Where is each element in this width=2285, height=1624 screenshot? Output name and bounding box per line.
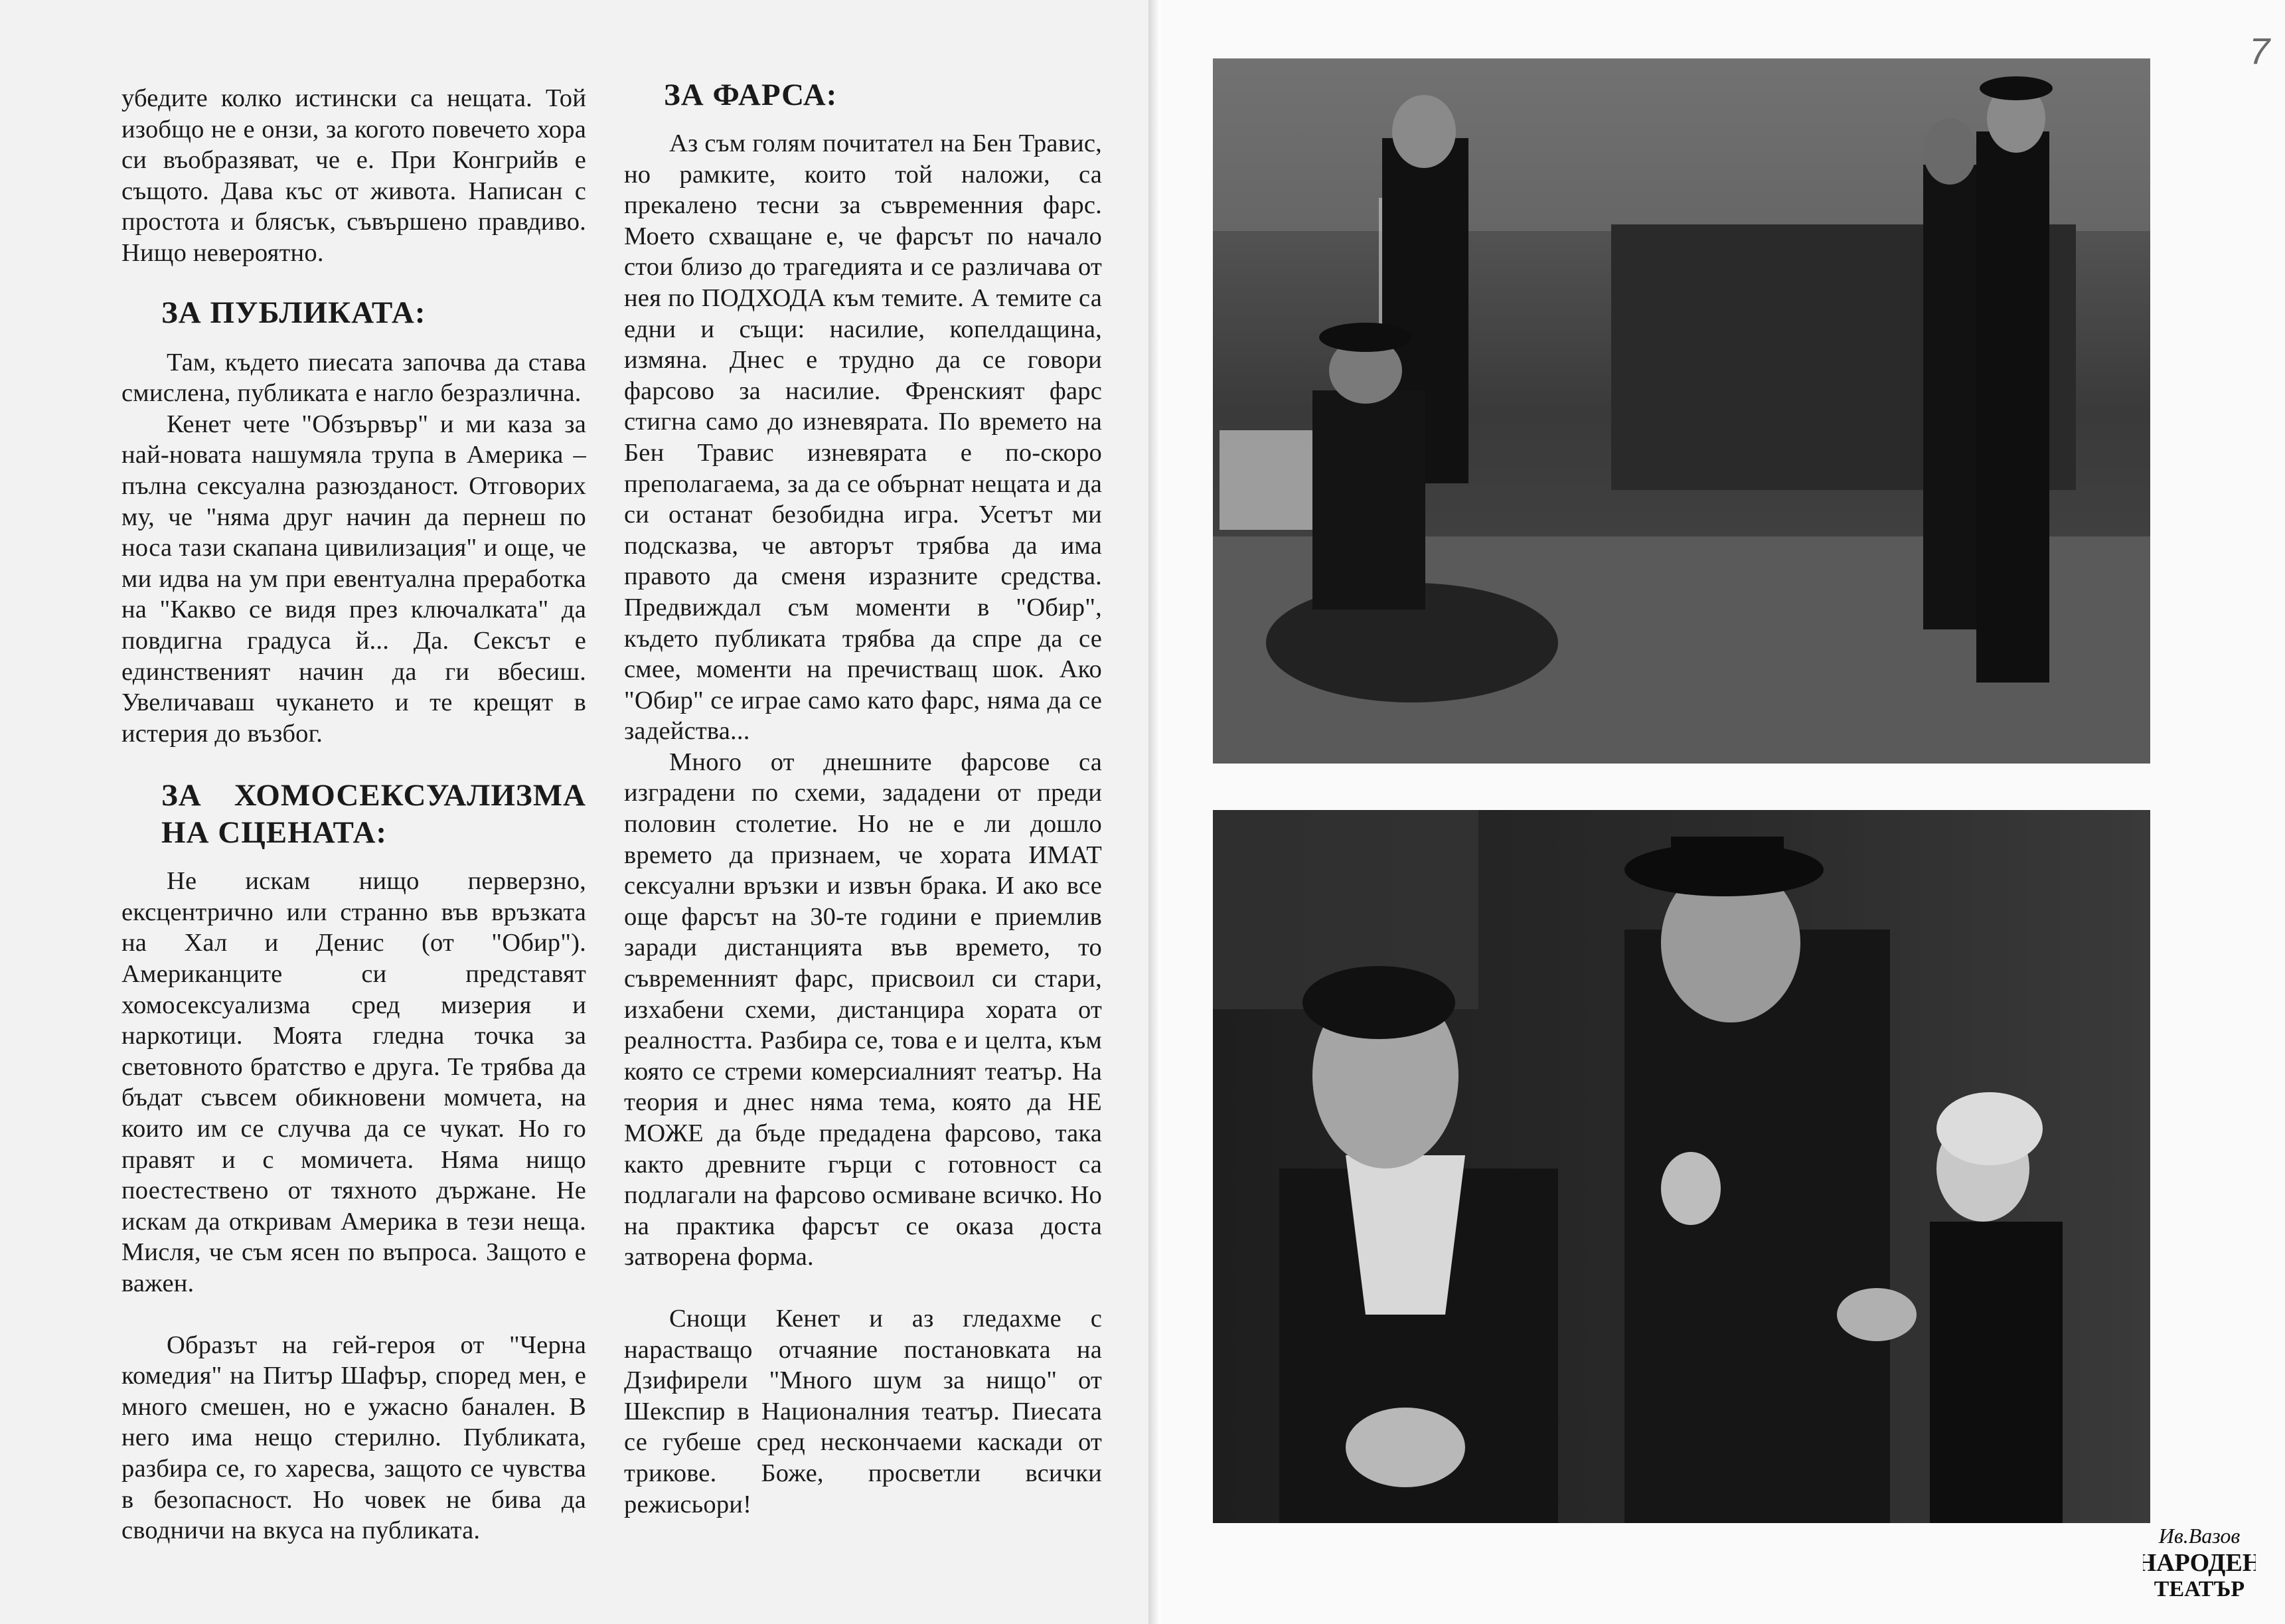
intro-paragraph: убедите колко истински са нещата. Той изобщо не е онзи, за когото повечето хора си въобразяват, че е. При Конгрийв е същото. Дава къс от живота. Написан с простота и блясък, съвършено правдиво. Нищо невероятно. — [121, 84, 586, 267]
text-column-left — [121, 83, 586, 1546]
svg-text:Ив.Вазов: Ив.Вазов — [2158, 1524, 2241, 1548]
heading-farce: ЗА ФАРСА: — [664, 78, 838, 112]
page-gutter — [1148, 0, 1160, 1624]
text-column-right — [624, 76, 1102, 1520]
farce-paragraph-1: Аз съм голям почитател на Бен Травис, но рамките, които той наложи, са прекалено тесни за съвременния фарс. Моето схващане е, че фарсът по начало стои близо до трагедията и се различава от нея по ПОДХОДА към темите. А темите са едни и същи: насилие, копелдащина, измяна. Днес е трудно да се говори фарсово за насилие. Френският фарс стигна само до изневярата. По времето на Бен Травис изневярата е по-скоро преполагаема, за да се обърнат нещата и да си останат безобидна игра. Усетът ми подсказва, че авторът трябва да има правото да сменя изразните средства. Предвиждал съм моменти в "Обир", където публиката трябва да спре да се смее, моменти на пречистващ шок. Ако "Обир" се играе само като фарс, няма да се задейства... — [624, 129, 1102, 746]
audience-paragraph-1: Там, където пиесата започва да става смислена, публиката е нагло безразлична. — [121, 348, 586, 408]
stage-photo-top — [1213, 58, 2150, 764]
svg-text:НАРОДЕН: НАРОДЕН — [2143, 1549, 2256, 1577]
homo-paragraph-2: Образът на гей-героя от "Черна комедия" на Питър Шафър, според мен, е много смешен, но е ужасно банален. В него има нещо стерилно. Публиката, разбира се, го харесва, защото се чувства в безопасност. Но човек не бива да сводничи на вкуса на публиката. — [121, 1331, 586, 1545]
heading-audience: ЗА ПУБЛИКАТА: — [161, 295, 426, 330]
national-theatre-logo — [2143, 1519, 2256, 1605]
svg-text:ТЕАТЪР: ТЕАТЪР — [2154, 1577, 2245, 1601]
homo-paragraph-1: Не искам нищо перверзно, ексцентрично или странно във връзката на Хал и Денис (от "Обир"). Американците си представят хомосексуализма сред мизерия и наркотици. Моята гледна точка за световното братство е друга. Те трябва да бъдат съвсем обикновени момчета, на които им се случва да се чукат. Но го правят и с момичета. Няма нищо поестествено от тяхното държане. Не искам да откривам Америка в тези неща. Мисля, че съм ясен по въпроса. Защото е важен. — [121, 867, 586, 1297]
audience-paragraph-2: Кенет чете "Обзървър" и ми каза за най-новата нашумяла трупа в Америка – пълна сексуална разюзданост. Отговорих му, че "няма друг начин да пернеш по носа тази скапана цивилизация" и още, че ми идва на ум при евентуална преработка на "Какво се видя през ключалката" да повдигна градуса й... Да. Сексът е единственият начин да ги вбесиш. Увеличаваш чукането и те крещят в истерия до възбог. — [121, 410, 586, 748]
farce-paragraph-3: Снощи Кенет и аз гледахме с нарастващо отчаяние постановката на Дзифирели "Много шум за нищо" от Шекспир в Националния театър. Пиесата се губеше сред нескончаеми каскади от трикове. Боже, просветли всички режисьори! — [624, 1304, 1102, 1518]
heading-homosexuality: ЗА ХОМОСЕКСУАЛИЗМА НА СЦЕНАТА: — [161, 778, 586, 851]
page-number: 7 — [2249, 30, 2270, 72]
stage-photo-bottom — [1213, 810, 2150, 1523]
farce-paragraph-2: Много от днешните фарсове са изградени по схеми, зададени от преди половин столетие. Но не е ли дошло времето да признаем, че хората ИМАТ сексуални връзки и извън брака. И ако все още фарсът на 30-те години е приемлив заради дистанцията във времето, то съвременният фарс, присвоил си стари, изхабени схеми, дистанцира хората от реалността. Разбира се, това е и целта, към която се стреми комерсиалният театър. На теория и днес няма тема, която да НЕ МОЖЕ да бъде предадена фарсово, така както древните гърци с готовност са подлагали на фарсово осмиване всичко. Но на практика фарсът се оказа доста затворена форма. — [624, 748, 1102, 1271]
